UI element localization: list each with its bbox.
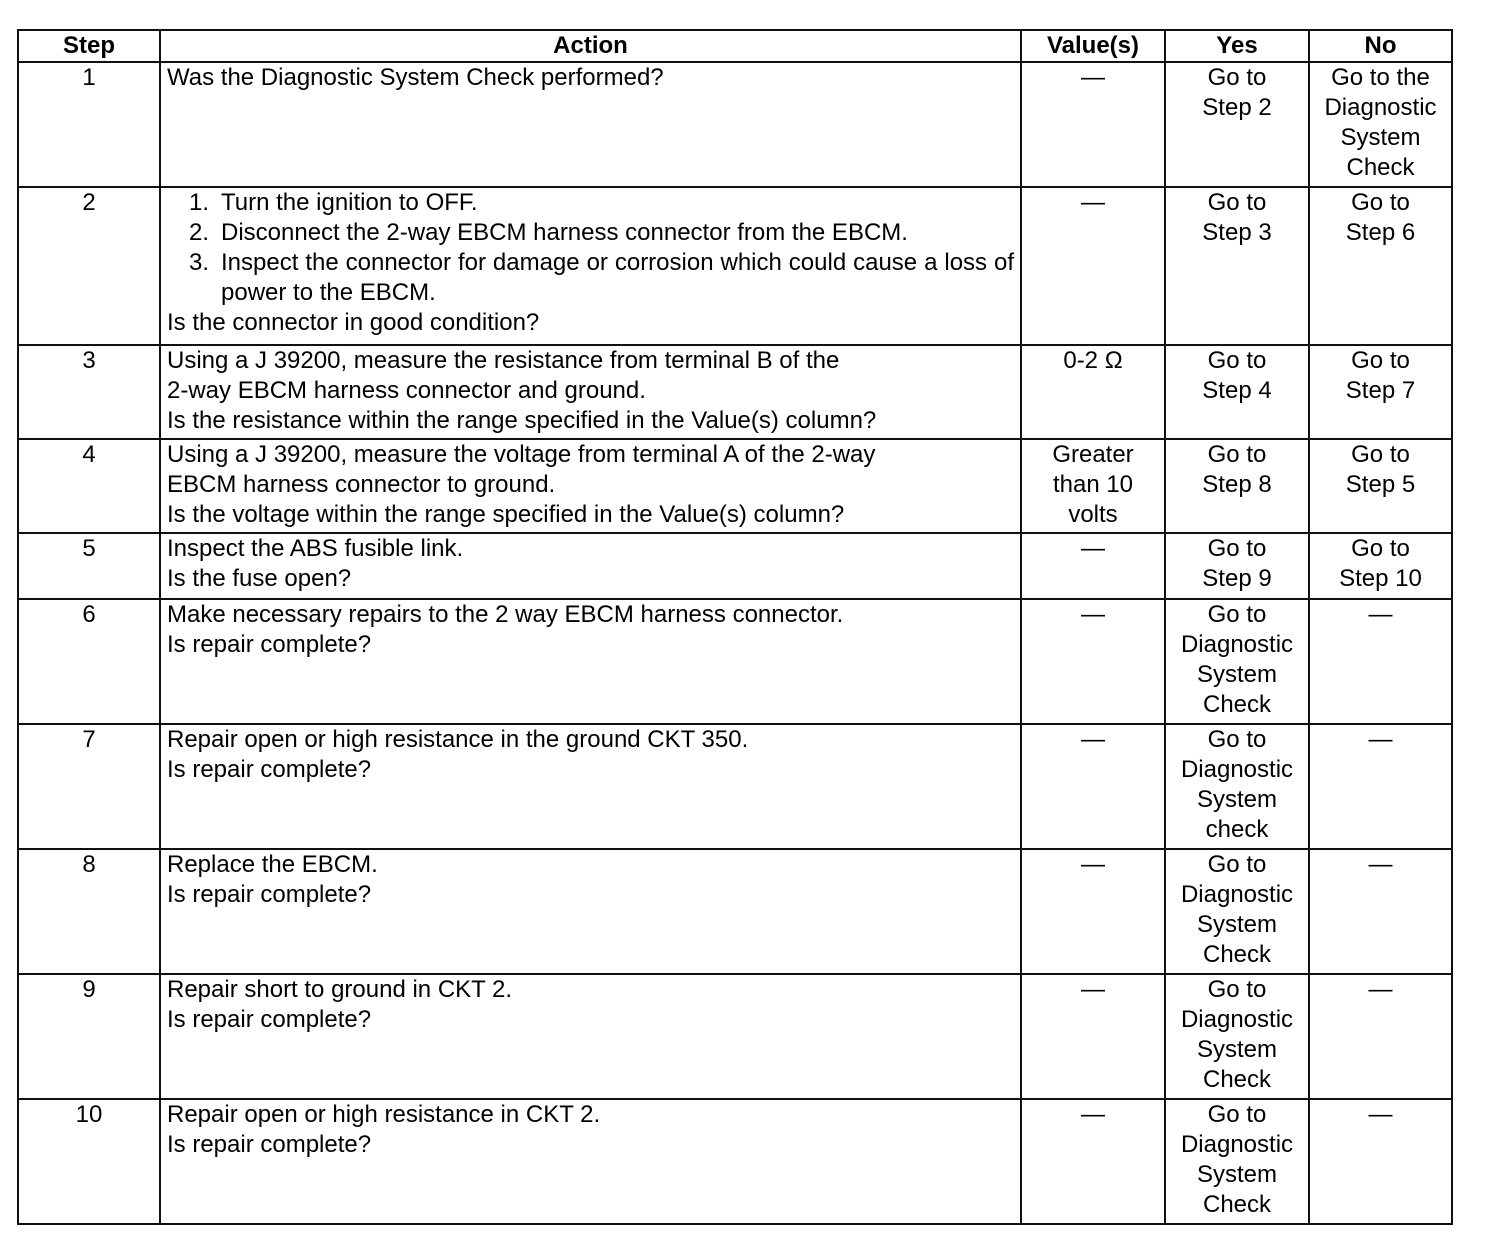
- action-line: Is the voltage within the range specified in the Value(s) column?: [167, 501, 845, 528]
- action-line: Is the resistance within the range specified in the Value(s) column?: [167, 407, 877, 434]
- yes-line: Diagnostic: [1180, 881, 1294, 908]
- action-line: Repair open or high resistance in CKT 2.: [167, 1101, 601, 1128]
- value-cell: [1021, 345, 1165, 439]
- action-cell: [160, 62, 1021, 187]
- action-line: EBCM harness connector to ground.: [167, 471, 556, 498]
- table-row: [18, 533, 1452, 599]
- action-cell: [160, 1099, 1021, 1224]
- no-cell: [1309, 724, 1452, 849]
- no-line: —: [1368, 851, 1393, 878]
- yes-cell: [1165, 724, 1309, 849]
- no-line: —: [1368, 601, 1393, 628]
- step-number: 2: [18, 187, 160, 345]
- action-step-item: [189, 218, 1014, 248]
- no-line: Check: [1346, 154, 1415, 181]
- table-row: [18, 187, 1452, 345]
- value-cell: [1021, 849, 1165, 974]
- header-no: No: [1309, 30, 1452, 62]
- action-line: Make necessary repairs to the 2 way EBCM harness connector.: [167, 601, 844, 628]
- yes-line: Step 8: [1202, 471, 1272, 498]
- table-row: [18, 724, 1452, 849]
- yes-cell: [1165, 187, 1309, 345]
- action-line: Is the fuse open?: [167, 565, 352, 592]
- value-cell: [1021, 62, 1165, 187]
- yes-cell: [1165, 1099, 1309, 1224]
- yes-cell: [1165, 849, 1309, 974]
- yes-line: Check: [1202, 1191, 1272, 1218]
- action-line: Repair open or high resistance in the ground CKT 350.: [167, 726, 749, 753]
- yes-line: Diagnostic: [1180, 1006, 1294, 1033]
- no-cell: [1309, 1099, 1452, 1224]
- yes-cell: [1165, 974, 1309, 1099]
- no-line: —: [1368, 976, 1393, 1003]
- action-line: Is repair complete?: [167, 881, 372, 908]
- action-cell: [160, 974, 1021, 1099]
- action-line: Is repair complete?: [167, 631, 372, 658]
- action-line: Replace the EBCM.: [167, 851, 378, 878]
- action-steps-list: [167, 188, 1014, 308]
- value-line: —: [1081, 601, 1105, 628]
- yes-line: Step 9: [1202, 565, 1272, 592]
- action-line: Repair short to ground in CKT 2.: [167, 976, 513, 1003]
- yes-line: Go to: [1207, 535, 1267, 562]
- action-line: 2-way EBCM harness connector and ground.: [167, 377, 646, 404]
- action-line: Is repair complete?: [167, 1006, 372, 1033]
- yes-line: System: [1196, 1161, 1277, 1188]
- yes-line: Go to: [1207, 726, 1267, 753]
- value-cell: [1021, 974, 1165, 1099]
- action-line: Using a J 39200, measure the resistance from terminal B of the: [167, 347, 840, 374]
- step-number: 3: [18, 345, 160, 439]
- action-cell: [160, 345, 1021, 439]
- value-line: —: [1081, 851, 1105, 878]
- yes-line: Check: [1202, 1066, 1272, 1093]
- action-step-text: Disconnect the 2-way EBCM harness connector from the EBCM.: [221, 219, 908, 246]
- value-line: —: [1081, 535, 1105, 562]
- step-number: 4: [18, 439, 160, 533]
- no-cell: [1309, 345, 1452, 439]
- value-line: 0-2 Ω: [1063, 347, 1123, 374]
- step-number: 7: [18, 724, 160, 849]
- action-step-number: 3.: [189, 249, 210, 276]
- value-cell: [1021, 187, 1165, 345]
- value-line: —: [1081, 726, 1105, 753]
- yes-line: Go to: [1207, 851, 1267, 878]
- yes-line: Step 4: [1202, 377, 1272, 404]
- yes-line: Go to: [1207, 976, 1267, 1003]
- value-cell: [1021, 1099, 1165, 1224]
- header-action: Action: [160, 30, 1021, 62]
- action-cell: [160, 724, 1021, 849]
- no-line: —: [1368, 1101, 1393, 1128]
- yes-line: System: [1196, 911, 1277, 938]
- table-row: [18, 345, 1452, 439]
- yes-cell: [1165, 439, 1309, 533]
- no-line: —: [1368, 726, 1393, 753]
- yes-line: Diagnostic: [1180, 1131, 1294, 1158]
- value-line: Greater: [1052, 441, 1134, 468]
- no-line: Step 6: [1345, 219, 1416, 246]
- no-line: Go to: [1351, 441, 1410, 468]
- no-cell: [1309, 533, 1452, 599]
- yes-line: check: [1205, 816, 1269, 843]
- action-cell: [160, 533, 1021, 599]
- yes-line: System: [1196, 1036, 1277, 1063]
- table-row: [18, 62, 1452, 187]
- yes-line: Go to: [1207, 347, 1267, 374]
- action-line: Was the Diagnostic System Check performed?: [167, 64, 664, 91]
- header-yes: Yes: [1165, 30, 1309, 62]
- yes-line: Go to: [1207, 64, 1267, 91]
- step-number: 1: [18, 62, 160, 187]
- action-cell: [160, 439, 1021, 533]
- step-number: 5: [18, 533, 160, 599]
- value-cell: [1021, 439, 1165, 533]
- action-step-text: Inspect the connector for damage or corrosion which could cause a loss of power to the EBCM.: [221, 249, 1014, 306]
- no-line: Step 5: [1345, 471, 1416, 498]
- action-line: Inspect the ABS fusible link.: [167, 535, 464, 562]
- yes-line: Go to: [1207, 1101, 1267, 1128]
- no-cell: [1309, 439, 1452, 533]
- action-line: Using a J 39200, measure the voltage from terminal A of the 2-way: [167, 441, 876, 468]
- no-line: Go to the: [1331, 64, 1430, 91]
- value-line: than 10: [1052, 471, 1134, 498]
- value-cell: [1021, 599, 1165, 724]
- action-cell: [160, 187, 1021, 345]
- yes-line: Go to: [1207, 189, 1267, 216]
- action-line: Is repair complete?: [167, 1131, 372, 1158]
- header-step: Step: [18, 30, 160, 62]
- yes-cell: [1165, 533, 1309, 599]
- diagnostic-table: [17, 29, 1453, 1225]
- header-row: [18, 30, 1452, 62]
- value-cell: [1021, 533, 1165, 599]
- step-number: 8: [18, 849, 160, 974]
- table-row: [18, 439, 1452, 533]
- yes-line: Go to: [1207, 601, 1267, 628]
- action-step-item: [189, 188, 1014, 218]
- value-line: —: [1081, 976, 1105, 1003]
- no-cell: [1309, 62, 1452, 187]
- no-line: Go to: [1351, 535, 1410, 562]
- no-line: Diagnostic: [1324, 94, 1437, 121]
- yes-cell: [1165, 345, 1309, 439]
- action-step-number: 2.: [189, 219, 210, 246]
- yes-line: Check: [1202, 941, 1272, 968]
- yes-cell: [1165, 62, 1309, 187]
- action-step-item: [189, 248, 1014, 308]
- table-row: [18, 974, 1452, 1099]
- step-number: 6: [18, 599, 160, 724]
- yes-cell: [1165, 599, 1309, 724]
- action-question: Is the connector in good condition?: [167, 309, 540, 336]
- no-cell: [1309, 187, 1452, 345]
- no-line: Go to: [1351, 347, 1410, 374]
- action-cell: [160, 599, 1021, 724]
- table-row: [18, 599, 1452, 724]
- value-cell: [1021, 724, 1165, 849]
- yes-line: Go to: [1207, 441, 1267, 468]
- table-row: [18, 849, 1452, 974]
- step-number: 9: [18, 974, 160, 1099]
- action-cell: [160, 849, 1021, 974]
- yes-line: System: [1196, 661, 1277, 688]
- value-line: volts: [1068, 501, 1118, 528]
- yes-line: Diagnostic: [1180, 631, 1294, 658]
- no-cell: [1309, 599, 1452, 724]
- no-cell: [1309, 849, 1452, 974]
- no-line: Go to: [1351, 189, 1410, 216]
- yes-line: Step 2: [1202, 94, 1272, 121]
- no-line: Step 7: [1345, 377, 1416, 404]
- yes-line: System: [1196, 786, 1277, 813]
- yes-line: Step 3: [1202, 219, 1272, 246]
- value-line: —: [1081, 189, 1105, 216]
- value-line: —: [1081, 64, 1105, 91]
- value-line: —: [1081, 1101, 1105, 1128]
- yes-line: Check: [1202, 691, 1272, 718]
- yes-line: Diagnostic: [1180, 756, 1294, 783]
- action-step-number: 1.: [189, 189, 210, 216]
- header-values: Value(s): [1021, 30, 1165, 62]
- table-body: [18, 62, 1452, 1224]
- no-line: Step 10: [1339, 565, 1422, 592]
- action-line: Is repair complete?: [167, 756, 372, 783]
- no-line: System: [1340, 124, 1421, 151]
- table-row: [18, 1099, 1452, 1224]
- action-step-text: Turn the ignition to OFF.: [221, 189, 478, 216]
- no-cell: [1309, 974, 1452, 1099]
- step-number: 10: [18, 1099, 160, 1224]
